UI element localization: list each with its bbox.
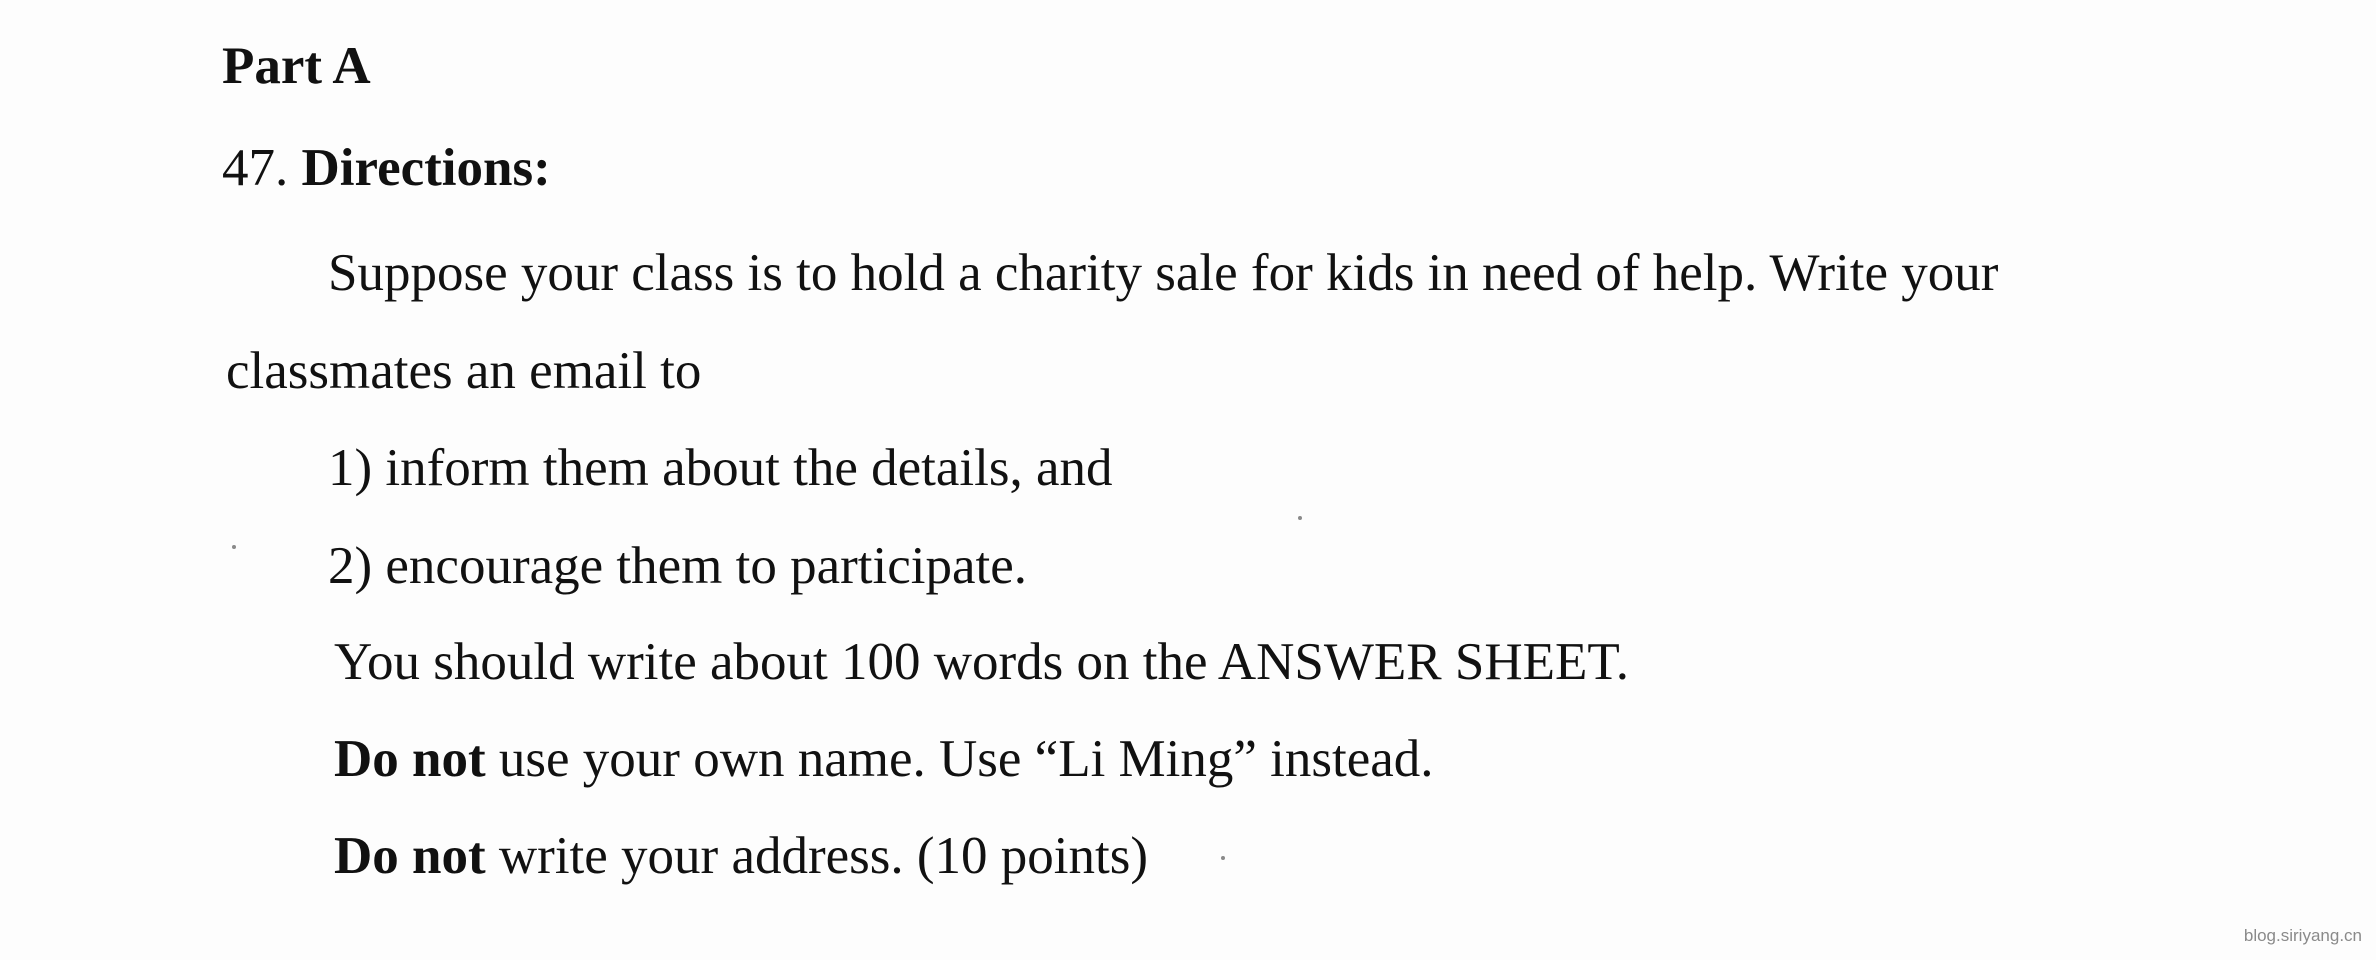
rule-emphasis: Do not xyxy=(334,730,486,788)
rule-text: use your own name. Use “Li Ming” instead. xyxy=(485,730,1434,788)
rule-line-2 xyxy=(334,827,1149,885)
rule-text: write your address. (10 points) xyxy=(485,827,1149,885)
scan-speck xyxy=(1221,856,1225,860)
watermark: blog.siriyang.cn xyxy=(2243,926,2362,945)
part-title: Part A xyxy=(222,37,371,95)
question-number: 47. xyxy=(222,139,289,197)
question-heading xyxy=(222,139,551,197)
scan-speck xyxy=(1298,516,1302,520)
paragraph-line-1: Suppose your class is to hold a charity sale for kids in need of help. Write your xyxy=(328,244,1999,302)
word-count-instruction: You should write about 100 words on the ANSWER SHEET. xyxy=(334,633,1630,691)
paragraph-line-2: classmates an email to xyxy=(226,342,702,400)
list-item-1: 1) inform them about the details, and xyxy=(328,439,1113,497)
rule-emphasis: Do not xyxy=(334,827,486,885)
directions-label: Directions: xyxy=(301,139,551,197)
rule-line-1 xyxy=(334,730,1434,788)
scan-speck xyxy=(232,545,236,549)
list-item-2: 2) encourage them to participate. xyxy=(328,537,1027,595)
